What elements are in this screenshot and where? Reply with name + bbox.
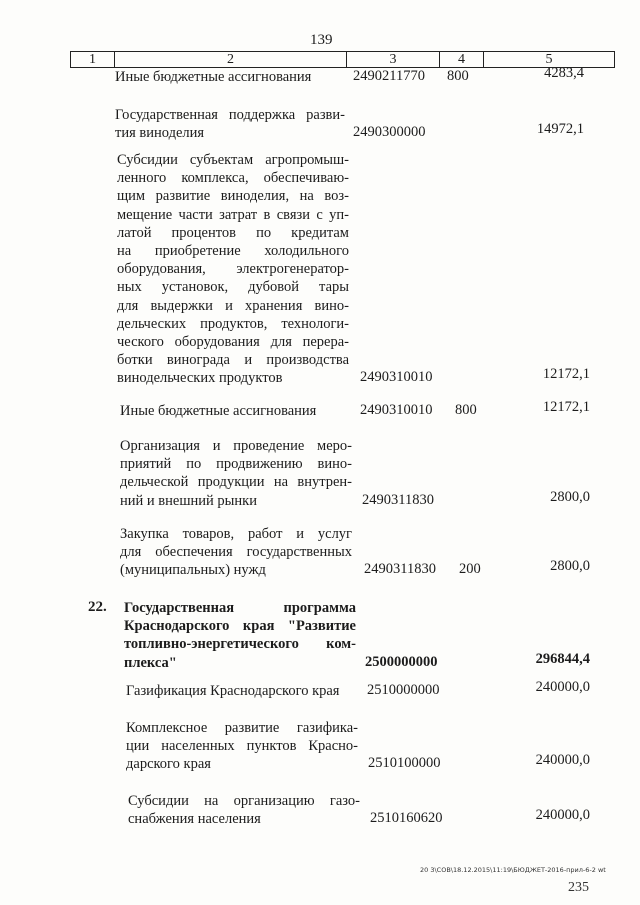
row-description: [126, 682, 358, 700]
target-article-code: 2490300000: [353, 124, 426, 141]
row-amount: 12172,1: [542, 399, 590, 415]
row-description: [120, 402, 352, 420]
description-line: приятий по продвижению вино-: [120, 456, 352, 473]
row-amount: 12172,1: [542, 366, 590, 383]
description-line: Газификация Краснодарского края: [126, 683, 340, 699]
target-article-code: 2490211770: [353, 68, 425, 84]
target-article-code: 2510160620: [370, 810, 443, 827]
description-line: щим развитие виноделия, на воз-: [117, 188, 349, 205]
description-line: Государственная поддержка разви-: [115, 107, 345, 123]
description-line: (муниципальных) нужд: [120, 562, 266, 579]
description-line: Субсидии на организацию газо-: [128, 793, 360, 809]
row-description: [126, 719, 358, 774]
description-line: винодельческих продуктов: [117, 370, 283, 387]
description-line: дельческих продуктов, технологи-: [117, 315, 349, 332]
page-number: 139: [310, 32, 333, 48]
footer-file-stamp: 20 3\СОВ\18.12.2015\11:19\БЮДЖЕТ-2016-прил-6-2 wt: [420, 866, 606, 874]
column-header-4: 4: [440, 52, 484, 68]
description-line: для выдержки и хранения вино-: [117, 297, 349, 314]
row-amount: 4283,4: [544, 65, 584, 81]
row-description: [115, 106, 345, 142]
program-number: 22.: [88, 599, 107, 615]
description-line: Организация и проведение меро-: [120, 438, 352, 454]
row-amount: 2800,0: [550, 558, 590, 575]
description-line: снабжения населения: [128, 811, 261, 828]
row-description: [117, 151, 349, 388]
target-article-code: 2510000000: [367, 682, 440, 698]
description-line: ческого оборудования для перера-: [117, 334, 349, 351]
column-header-1: 1: [71, 52, 115, 68]
target-article-code: 2500000000: [365, 653, 438, 670]
expense-type-code: 200: [459, 561, 481, 578]
description-line: Субсидии субъектам агропромыш-: [117, 152, 349, 168]
description-line: Краснодарского края "Развитие: [124, 618, 356, 635]
row-amount: 296844,4: [535, 650, 590, 667]
description-line: ботки винограда и производства: [117, 352, 349, 369]
description-line: дельческой продукции на внутрен-: [120, 474, 352, 491]
description-line: Иные бюджетные ассигнования: [115, 69, 312, 85]
row-description: [120, 525, 352, 580]
description-line: Закупка товаров, работ и услуг: [120, 526, 352, 542]
target-article-code: 2490310010: [360, 369, 433, 386]
description-line: плекса": [124, 654, 177, 671]
column-header-3: 3: [347, 52, 440, 68]
column-header-2: 2: [115, 52, 347, 68]
description-line: тия виноделия: [115, 125, 205, 142]
column-header-5: 5: [484, 52, 615, 68]
expense-type-code: 800: [455, 402, 477, 418]
target-article-code: 2510100000: [368, 755, 441, 772]
description-line: мещение части затрат в связи с уп-: [117, 206, 349, 223]
description-line: ных установок, дубовой тары: [117, 279, 349, 296]
row-description: [128, 792, 360, 828]
description-line: оборудования, электрогенератор-: [117, 261, 349, 278]
target-article-code: 2490311830: [362, 491, 434, 508]
description-line: ленного комплекса, обеспечиваю-: [117, 170, 349, 187]
description-line: топливно-энергетического ком-: [124, 636, 356, 653]
row-description: [115, 68, 345, 86]
target-article-code: 2490311830: [364, 561, 436, 578]
target-article-code: 2490310010: [360, 402, 433, 418]
sheet-number: 235: [568, 880, 589, 895]
description-line: для обеспечения государственных: [120, 544, 352, 561]
description-line: на приобретение холодильного: [117, 243, 349, 260]
description-line: Иные бюджетные ассигнования: [120, 403, 317, 419]
description-line: латой процентов по кредитам: [117, 224, 349, 241]
row-description: [124, 599, 356, 672]
row-amount: 240000,0: [535, 752, 590, 769]
description-line: ции населенных пунктов Красно-: [126, 738, 358, 755]
expense-type-code: 800: [447, 68, 469, 84]
description-line: дарского края: [126, 756, 211, 773]
row-amount: 2800,0: [550, 488, 590, 505]
description-line: Комплексное развитие газифика-: [126, 720, 358, 736]
row-description: [120, 437, 352, 510]
row-amount: 14972,1: [536, 121, 584, 138]
row-amount: 240000,0: [535, 679, 590, 695]
description-line: ний и внешний рынки: [120, 492, 257, 509]
row-amount: 240000,0: [535, 807, 590, 824]
description-line: Государственная программа: [124, 600, 356, 616]
